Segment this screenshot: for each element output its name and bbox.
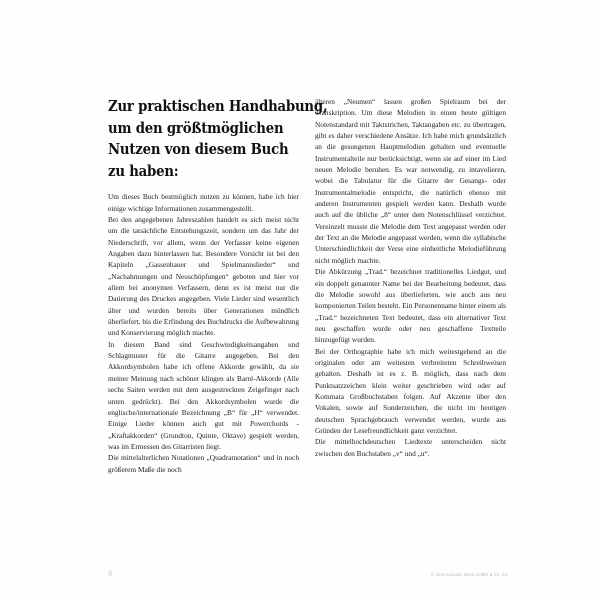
page-title-line-2: um den größtmöglichen <box>108 118 284 137</box>
paragraph: In diesem Band sind Geschwindigkeitsangaben und Schlagmuster für die Gitarre angegeben. Bei den Akkordsymbolen habe ich offene Akkorde gewählt, da sie meiner Meinung nach schöner klingen als Barré-Akkorde (Alle sechs Saiten werden mit dem ausgestreckten Zeigefinger nach unten gedrückt). Bei den Akkordsymbolen wurde die englische/internationale Bezeichnung „B“ für „H“ verwendet. Einige Lieder können auch gut mit Powerchords - „Kraftakkorden“ (Grundton, Quinte, Oktave) gespielt werden, was im Ermessen des Gitarristen liegt. <box>108 339 299 451</box>
page-title <box>108 96 328 182</box>
paragraph: Bei der Orthographie habe ich mich weitestgehend an die originalen oder am weitesten verbreiteten Schreibweisen gehalten. Deshalb ist es z. B. möglich, dass nach dem Punktsatzzeichen klein weiter geschrieben wird oder auf Kommata Großbuchstaben folgen. Auf Akzente über den Vokalen, sowie auf Sonderzeichen, die nicht im heutigen deutschen Sprachgebrauch verwendet werden, wurde aus Gründen der Lesefreundlichkeit ganz verzichtet. <box>315 346 506 435</box>
copyright-notice: © 2018 Acoustic Music GmbH & Co. KG <box>430 572 508 577</box>
paragraph: Die Abkürzung „Trad.“ bezeichnet traditionelles Liedgut, und ein doppelt genannter Name bei der Bearbeitung bedeutet, dass die Melodie sowohl aus überlieferten, wie auch aus neu komponierten Teilen besteht. Ein Personenname hinter einem als „Trad.“ bezeichneten Text bedeutet, dass ein alternativer Text neu geschaffen wurde oder neu geschaffene Textteile hinzugefügt wurden. <box>315 267 506 345</box>
paragraph: Bei den angegebenen Jahreszahlen handelt es sich meist nicht um die tatsächliche Entstehungszeit, sondern um das Jahr der Niederschrift, vor allem, wenn der Verfasser keine eigenen Angaben dazu hinterlassen hat. Besondere Vorsicht ist bei den Kapiteln „Gassenhauer und Spielmannslieder“ und „Nachahmungen und Neuschöpfungen“ geboten und hier vor allem bei anonymen Verfassern, denn es ist meist nur die Datierung des Druckes angegeben. Viele Lieder sind wesentlich älter und wurden bereits über Generationen mündlich überliefert, bis die Erfindung des Buchdrucks die Aufbewahrung und Konservierung möglich machte. <box>108 215 299 338</box>
page-title-line-4: zu haben: <box>108 161 179 180</box>
paragraph: Die mittelhochdeutschen Liedtexte unterscheiden nicht zwischen den Buchstaben „v“ und „u“. <box>315 437 506 458</box>
right-text-column <box>315 96 506 459</box>
left-text-column <box>108 96 328 475</box>
page-title-line-3: Nutzen von diesem Buch <box>108 140 289 159</box>
page-number: 6 <box>108 569 113 578</box>
paragraph: älteren „Neumen“ lassen großen Spielraum bei der Transkription. Um diese Melodien in einen heute gültigen Notenstandard mit Taktstrichen, Taktangaben etc. zu übertragen, gibt es daher verschiedene Ansätze. Ich habe mich grundsätzlich an die gesungenen Hauptmelodien gehalten und eventuelle Instrumentalteile nur berücksichtigt, wenn sie auf einer im Lied neuen Melodie beruhen. Es war notwendig, zu intavolieren, wobei die Tabulatur für die Gitarre der Gesangs- oder Instrumentalmelodie entspricht, die natürlich ebenso mit anderen Instrumenten gespielt werden kann. Deshalb wurde auch auf die übliche „8“ unter dem Notenschlüssel verzichtet. Vereinzelt musste die Melodie dem Text angepasst werden oder der Text an die Melodie angepasst werden, wenn die syllabische Unterschiedlichkeit der Verse eine einheitliche Melodieführung nicht möglich machte. <box>315 97 506 265</box>
page-content <box>108 96 506 536</box>
paragraph: Die mittelalterlichen Notationen „Quadratnotation“ und in noch größerem Maße die noch <box>108 453 299 474</box>
page-footer <box>108 564 508 578</box>
paragraph: Um dieses Buch bestmöglich nutzen zu können, habe ich hier einige wichtige Informationen zusammengestellt. <box>108 192 299 213</box>
page-title-line-1: Zur praktischen Handhabung, <box>108 97 328 115</box>
